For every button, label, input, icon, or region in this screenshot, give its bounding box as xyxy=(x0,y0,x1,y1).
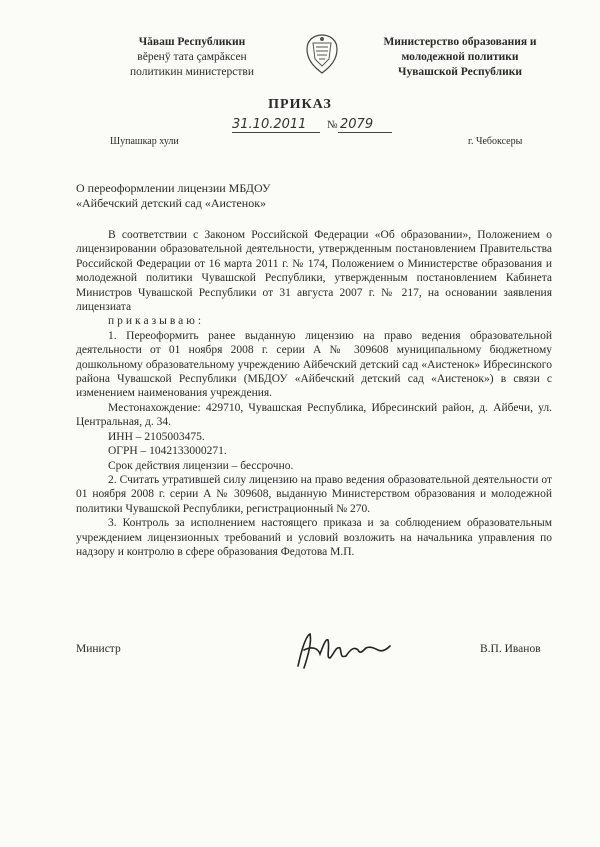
body-location: Местонахождение: 429710, Чувашская Республика, Ибресинский район, д. Айбечи, ул. Центральная, д. 34. xyxy=(76,401,552,429)
header-chuvash-line-3: политикин министерстви xyxy=(129,66,255,78)
header-russian xyxy=(360,35,560,80)
header-chuvash-line-2: вĕренÿ тата çамрăксен xyxy=(137,51,247,63)
body-validity: Срок действия лицензии – бессрочно. xyxy=(108,459,294,472)
body-ogrn: ОГРН – 1042133000271. xyxy=(108,445,227,458)
body-item-3: 3. Контроль за исполнением настоящего приказа и за соблюдением образовательным учреждением лицензионных требований и условий возложить на начальника управления по надзору и контролю в сфере образования Федотова М.П. xyxy=(76,517,552,558)
order-subject xyxy=(76,181,270,211)
header-russian-line-1: Министерство образования и xyxy=(383,36,537,48)
city-russian: г. Чебоксеры xyxy=(468,136,523,147)
order-number: 2079 xyxy=(340,117,374,132)
header-chuvash-line-1: Чăваш Республикин xyxy=(138,36,246,48)
subject-line-2: «Айбечский детский сад «Аистенок» xyxy=(76,196,267,210)
body-inn: ИНН – 2105003475. xyxy=(108,430,205,443)
number-sign: № xyxy=(327,119,338,131)
number-underline xyxy=(338,132,392,133)
order-date: 31.10.2011 xyxy=(232,117,307,132)
document-title: ПРИКАЗ xyxy=(268,97,332,112)
handwritten-signature xyxy=(290,628,400,673)
subject-line-1: О переоформлении лицензии МБДОУ xyxy=(76,181,271,195)
body-item-1: 1. Переоформить ранее выданную лицензию на право ведения образовательной деятельности от 01 ноября 2008 г. серии А № 309608 муниципальному бюджетному дошкольному образовательному учреждению Айбечский детский сад «Аистенок» Ибресинского района Чувашской Республики (МБДОУ «Айбечский детский сад «Аистенок») в связи с изменением наименования учреждения. xyxy=(76,329,552,400)
header-chuvash xyxy=(92,35,292,80)
header-russian-line-2: молодежной политики xyxy=(401,51,519,63)
date-underline xyxy=(232,132,320,133)
coat-of-arms-icon xyxy=(302,33,342,75)
body-item-2: 2. Считать утратившей силу лицензию на право ведения образовательной деятельности от 01 ноября 2008 г. серии А № 309608, выданную Министерством образования и молодежной политики Чувашской Республики, регистрационный № 270. xyxy=(76,473,552,515)
order-body xyxy=(76,228,552,559)
body-preamble: В соответствии с Законом Российской Федерации «Об образовании», Положением о лицензировании образовательной деятельности, утвержденным постановлением Правительства Российской Федерации от 16 марта 2011 г. № 174, Положением о Министерстве образования и молодежной политики Чувашской Республики, утвержденным постановлением Кабинета Министров Чувашской Республики от 31 августа 2007 г. № 217, на основании заявления лицензиата xyxy=(76,229,552,314)
signatory-name: В.П. Иванов xyxy=(480,643,541,655)
body-order-word: приказываю: xyxy=(108,315,205,328)
city-chuvash: Шупашкар хули xyxy=(110,136,179,147)
signatory-title: Министр xyxy=(76,643,121,655)
date-number-line xyxy=(232,117,392,139)
header-russian-line-3: Чувашской Республики xyxy=(398,66,522,78)
